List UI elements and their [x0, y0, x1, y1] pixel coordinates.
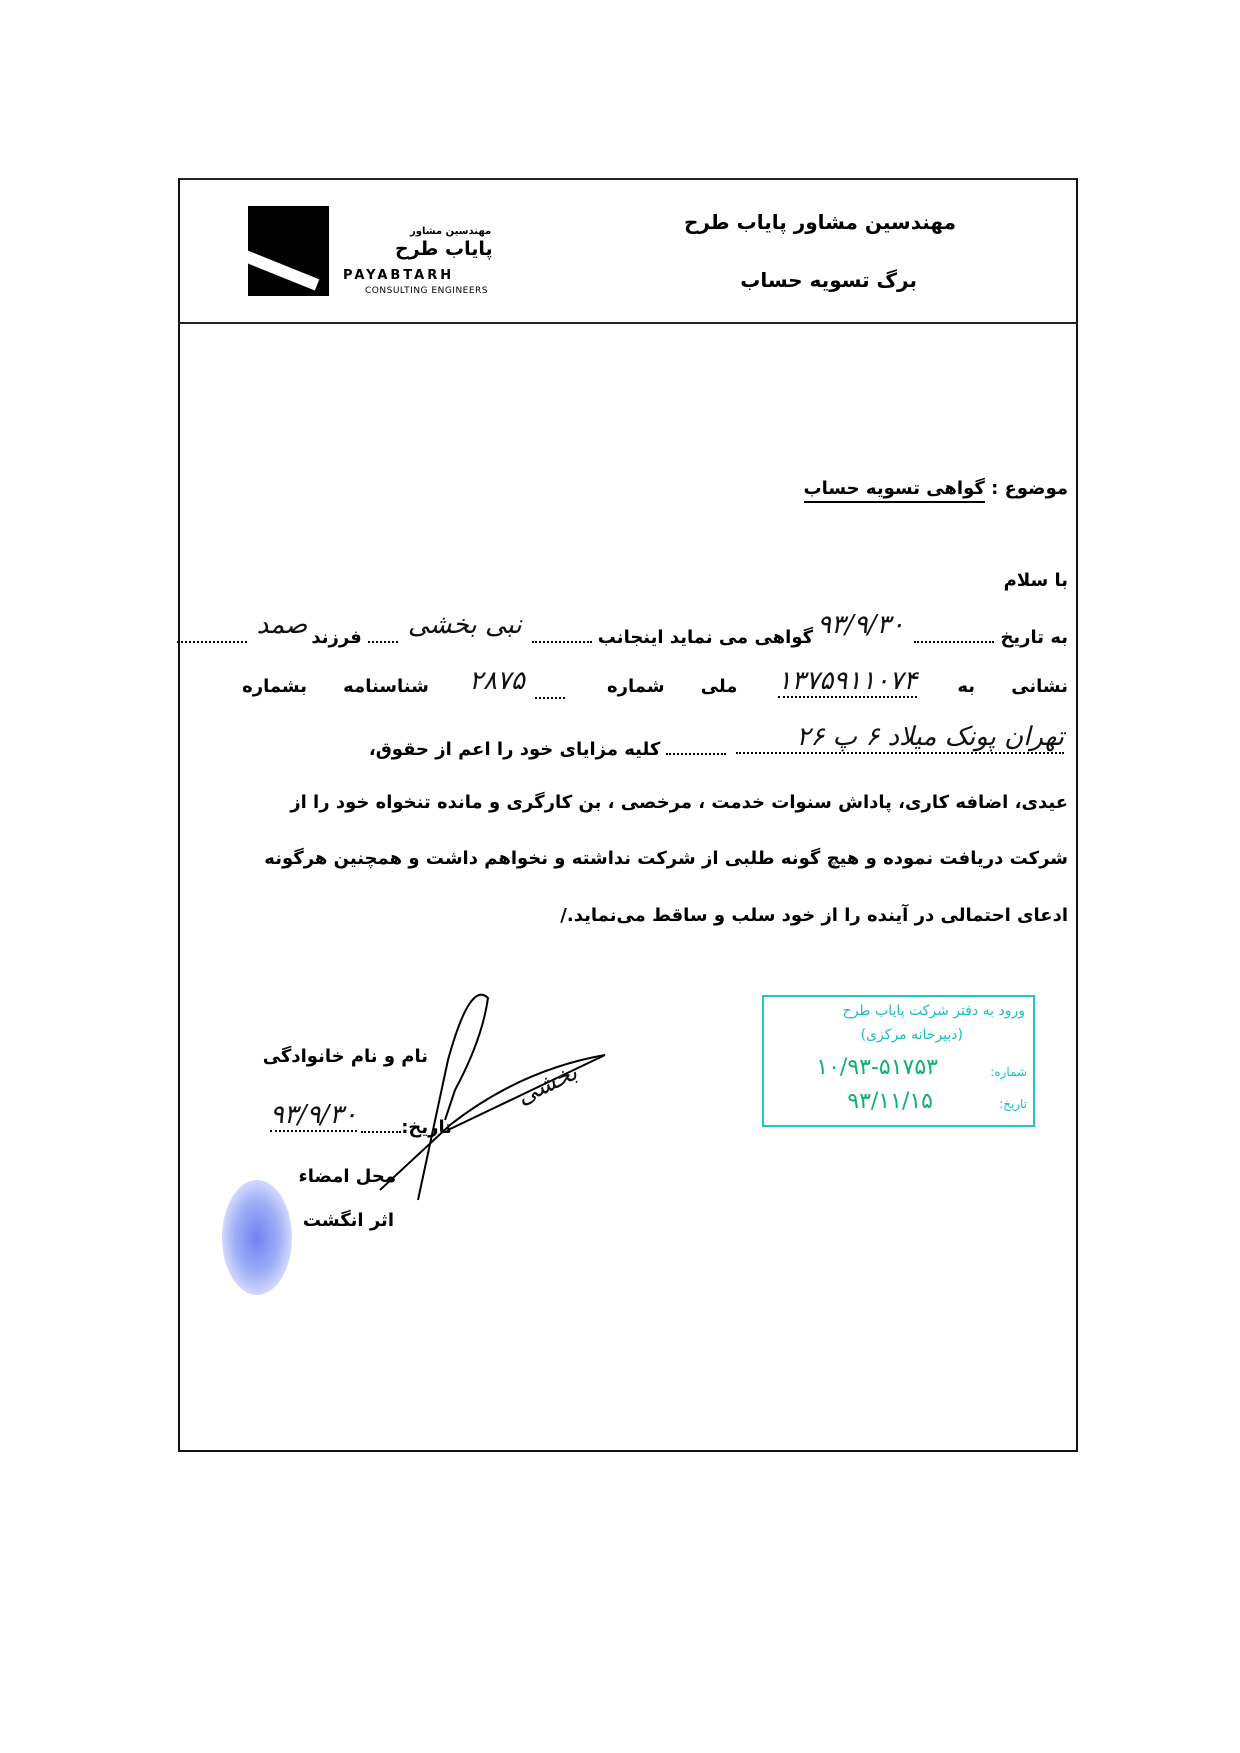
text: فرزند	[311, 627, 362, 648]
stamp-date-label: تاریخ:	[999, 1097, 1027, 1111]
logo-text-en: PAYABTARH	[343, 268, 455, 283]
date-label: تاریخ:	[401, 1117, 452, 1138]
handwritten-father-name: صمد	[256, 610, 308, 640]
body-line-6: ادعای احتمالی در آینده را از خود سلب و ساقط می‌نماید./	[560, 905, 1068, 926]
subject-value: گواهی تسویه حساب	[804, 478, 985, 503]
subject-label: موضوع :	[991, 478, 1068, 499]
name-label: نام و نام خانوادگی	[262, 1046, 428, 1067]
handwritten-address: تهران پونک میلاد ۶ پ ۲۶	[736, 722, 1064, 754]
text: به	[957, 676, 976, 697]
logo-text-small: مهندسین مشاور	[410, 226, 492, 237]
text: بشماره	[242, 676, 307, 697]
text: شناسنامه	[343, 676, 429, 697]
text: نشانی	[1011, 676, 1068, 697]
stamp-line-2: (دبیرخانه مرکزی)	[860, 1027, 963, 1043]
form-title: برگ تسویه حساب	[740, 268, 917, 292]
logo-subtitle: CONSULTING ENGINEERS	[365, 286, 489, 296]
greeting: با سلام	[1003, 570, 1068, 591]
stamp-number-value: ۱۰/۹۳-۵۱۷۵۳	[816, 1055, 938, 1080]
text: ملی	[700, 676, 738, 697]
body-line-5: شرکت دریافت نموده و هیچ گونه طلبی از شرکت نداشته و نخواهم داشت و همچنین هرگونه	[264, 848, 1068, 869]
handwritten-date: ۹۳/۹/۳۰	[817, 610, 905, 640]
logo-text-fa: پایاب طرح	[395, 238, 493, 260]
handwritten-signature-name: بخشی	[512, 1057, 582, 1111]
company-title: مهندسین مشاور پایاب طرح	[683, 210, 956, 234]
fingerprint-label: اثر انگشت	[302, 1210, 394, 1231]
text: شماره	[607, 676, 665, 697]
handwritten-national-id: ۱۳۷۵۹۱۱۰۷۴	[777, 666, 918, 696]
handwritten-signature-date: ۹۳/۹/۳۰	[269, 1100, 358, 1130]
registration-stamp	[762, 995, 1035, 1127]
text: به تاریخ	[1000, 627, 1068, 648]
text: کلیه مزایای خود را اعم از حقوق،	[368, 739, 661, 760]
stamp-date-value: ۹۳/۱۱/۱۵	[847, 1089, 933, 1114]
stamp-line-1: ورود به دفتر شرکت پایاب طرح	[842, 1003, 1025, 1019]
signature-place-label: محل امضاء	[298, 1166, 396, 1187]
handwritten-name: نبی بخشی	[407, 610, 522, 640]
handwritten-id-number: ۲۸۷۵	[468, 666, 525, 696]
stamp-number-label: شماره:	[990, 1065, 1027, 1079]
body-line-4: عیدی، اضافه کاری، پاداش سنوات خدمت ، مرخصی ، بن کارگری و مانده تنخواه خود را از	[290, 792, 1068, 813]
text: گواهی می نماید اینجانب	[597, 627, 814, 648]
